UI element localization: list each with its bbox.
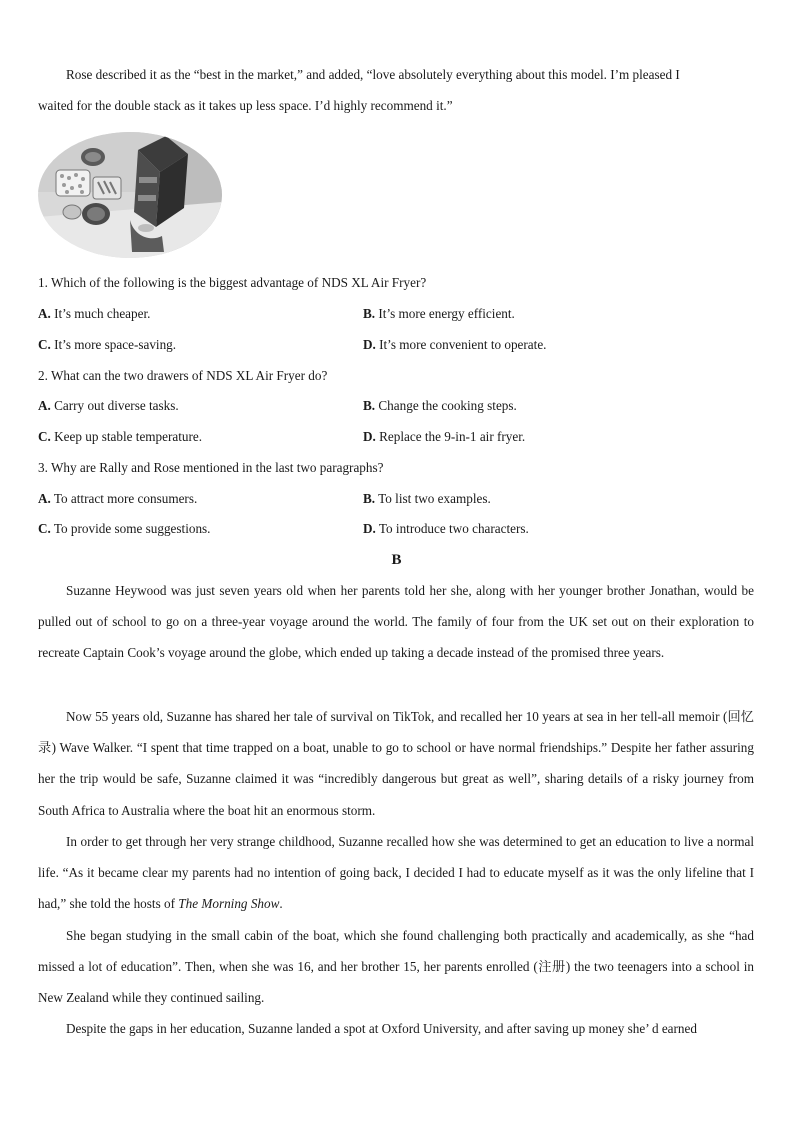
q1-option-d[interactable] [363, 336, 546, 354]
option-letter: C. [38, 429, 51, 444]
option-letter: D. [363, 429, 376, 444]
q2-option-a[interactable] [38, 397, 179, 415]
paragraph-text: . [279, 896, 283, 912]
option-text: Carry out diverse tasks. [54, 398, 179, 413]
section-b-paragraph-1: Suzanne Heywood was just seven years old when her parents told her she, along with her younger brother Jonathan, would be pulled out of school to go on a three-year voyage around the world. The family of four from the UK set out on their exploration to recreate Captain Cook’s voyage around the globe, which ended up taking a decade instead of the promised three years. [38, 583, 754, 661]
option-letter: B. [363, 398, 376, 413]
option-text: To provide some suggestions. [53, 521, 211, 536]
paragraph-line: waited for the double stack as it takes up less space. I’d highly recommend it.” [38, 98, 453, 114]
q3-option-b[interactable] [363, 490, 491, 508]
option-text: Change the cooking steps. [378, 398, 517, 413]
q3-option-a[interactable] [38, 490, 197, 508]
q1-option-b[interactable] [363, 305, 515, 323]
option-letter: B. [363, 306, 376, 321]
q1-option-a[interactable] [38, 305, 150, 323]
q2-option-b[interactable] [363, 397, 517, 415]
option-text: It’s more energy efficient. [378, 306, 515, 321]
option-letter: A. [38, 306, 51, 321]
option-text: To list two examples. [378, 491, 491, 506]
option-letter: B. [363, 491, 376, 506]
option-letter: A. [38, 398, 51, 413]
q3-option-d[interactable] [363, 520, 529, 538]
question-3-stem: 3. Why are Rally and Rose mentioned in the last two paragraphs? [38, 460, 384, 475]
question-2-stem: 2. What can the two drawers of NDS XL Air Fryer do? [38, 368, 328, 383]
q1-option-c[interactable] [38, 336, 176, 354]
option-text: It’s much cheaper. [54, 306, 151, 321]
question-1-stem: 1. Which of the following is the biggest advantage of NDS XL Air Fryer? [38, 275, 427, 290]
passage-a-closing-paragraph [38, 59, 754, 121]
option-letter: D. [363, 337, 376, 352]
paragraph-text: In order to get through her very strange childhood, Suzanne recalled how she was determined to get an education to live a normal life. “As it became clear my parents had no intention of going back, I decided I had to educate myself as it was the only lifeline that I had,” she told the hosts of [38, 834, 754, 912]
section-b-paragraph-3 [38, 826, 754, 920]
option-text: To attract more consumers. [53, 491, 198, 506]
q2-option-c[interactable] [38, 428, 202, 446]
option-text: It’s more convenient to operate. [379, 337, 547, 352]
section-b-paragraph-2: Now 55 years old, Suzanne has shared her tale of survival on TikTok, and recalled her 10 years at sea in her tell-all memoir (回忆录) Wave Walker. “I spent that time trapped on a boat, unable to go to school or have normal friendships.” Despite her father assuring her the trip would be safe, Suzanne claimed it was “incredibly dangerous but great as well”, sharing details of a risky journey from South Africa to Australia where the boat hit an enormous storm. [38, 709, 754, 818]
option-letter: A. [38, 491, 51, 506]
option-text: To introduce two characters. [378, 521, 529, 536]
option-letter: C. [38, 521, 51, 536]
option-text: Replace the 9-in-1 air fryer. [379, 429, 526, 444]
option-text: It’s more space-saving. [54, 337, 177, 352]
section-b-paragraph-4: She began studying in the small cabin of the boat, which she found challenging both practically and academically, as she “had missed a lot of education”. Then, when she was 16, and her brother 15, her parents enrolled (注册) the two teenagers into a school in New Zealand while they continued sailing. [38, 928, 754, 1006]
show-title: The Morning Show [178, 896, 280, 912]
option-text: Keep up stable temperature. [54, 429, 203, 444]
option-letter: C. [38, 337, 51, 352]
section-b-paragraph-5: Despite the gaps in her education, Suzanne landed a spot at Oxford University, and after saving up money she’ d earned [66, 1021, 697, 1036]
q3-option-c[interactable] [38, 520, 210, 538]
air-fryer-photo [38, 132, 222, 258]
q2-option-d[interactable] [363, 428, 525, 446]
option-letter: D. [363, 521, 376, 536]
section-b-heading: B [391, 552, 402, 568]
paragraph-line: Rose described it as the “best in the market,” and added, “love absolutely everything about this model. I’m pleased I [66, 67, 680, 82]
